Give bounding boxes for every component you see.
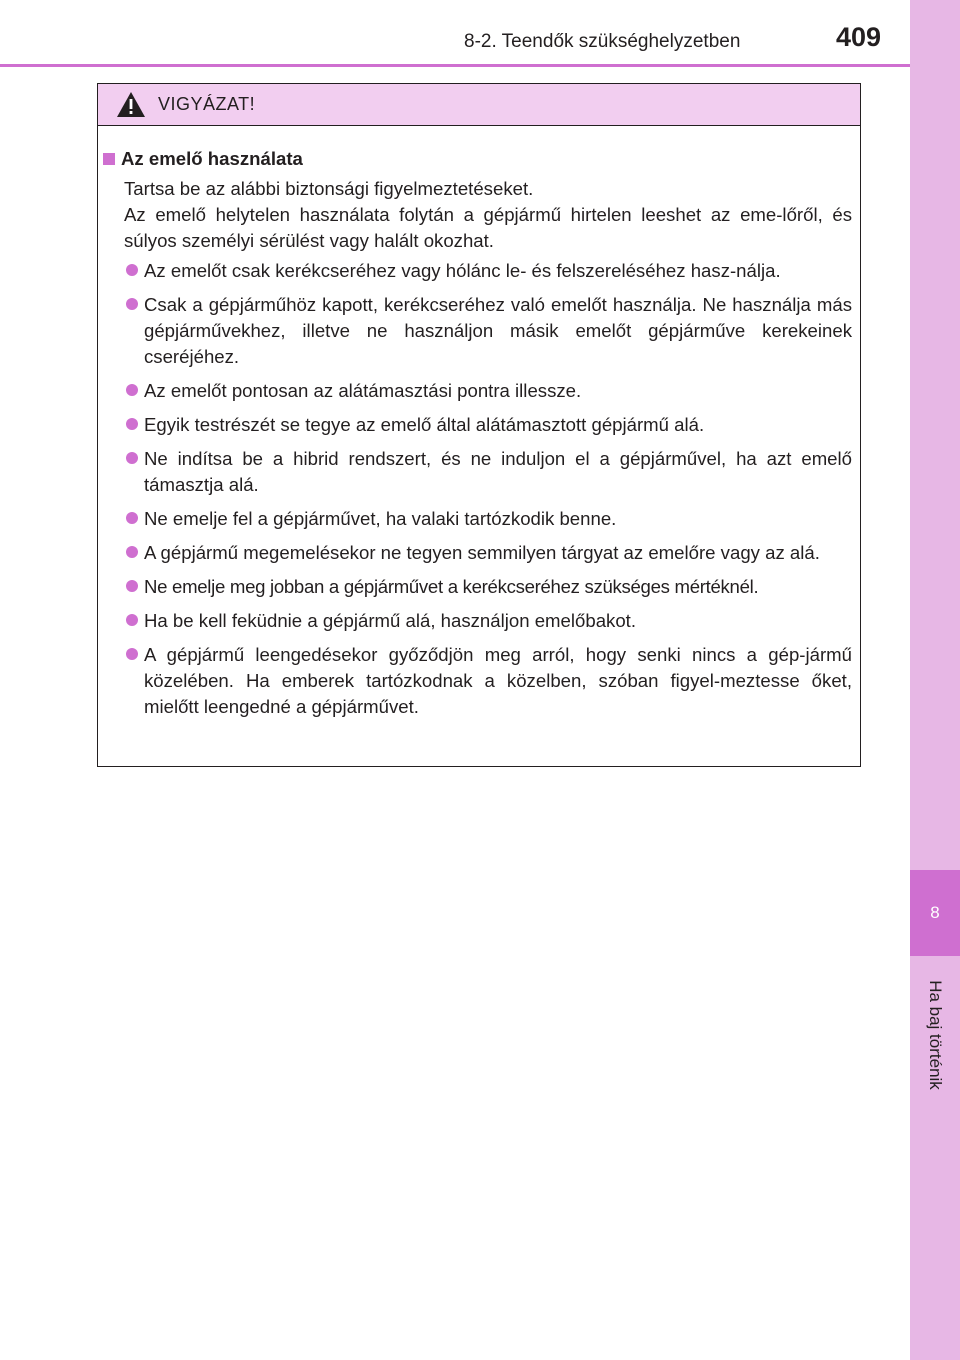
bullet-dot-icon <box>126 418 138 430</box>
page-header <box>0 0 910 68</box>
chapter-title-text: Ha baj történik <box>926 980 945 1090</box>
list-item-text: Ne emelje meg jobban a gépjárművet a kerékcseréhez szükséges mértéknél. <box>144 576 759 597</box>
list-item-text: Csak a gépjárműhöz kapott, kerékcseréhez való emelőt használja. Ne használja más gépjárművekhez, illetve ne használjon másik emelőt gépjárműve kerekeinek cseréjéhez. <box>144 294 852 367</box>
intro-line: Tartsa be az alábbi biztonsági figyelmeztetéseket. <box>124 178 534 199</box>
list-item <box>102 540 852 566</box>
bullet-dot-icon <box>126 452 138 464</box>
chapter-side-tab <box>910 0 960 1360</box>
page-number: 409 <box>836 22 882 52</box>
list-item <box>102 412 852 438</box>
bullet-dot-icon <box>126 648 138 660</box>
section-title: 8-2. Teendők szükséghelyzetben <box>464 31 741 52</box>
chapter-number: 8 <box>910 870 960 956</box>
list-item <box>102 642 852 720</box>
header-rule <box>0 64 910 67</box>
bullet-dot-icon <box>126 512 138 524</box>
list-item <box>102 608 852 634</box>
section-heading-text: Az emelő használata <box>121 148 303 169</box>
intro-text <box>102 176 852 254</box>
warning-list <box>102 258 852 720</box>
bullet-dot-icon <box>126 298 138 310</box>
intro-line: Az emelő helytelen használata folytán a gépjármű hirtelen leeshet az eme-lőről, és súlyos személyi sérülést vagy halált okozhat. <box>124 204 852 251</box>
bullet-dot-icon <box>126 580 138 592</box>
bullet-dot-icon <box>126 546 138 558</box>
section-heading <box>102 146 852 172</box>
list-item-text: A gépjármű leengedésekor győződjön meg arról, hogy senki nincs a gép-jármű közelében. Ha emberek tartózkodnak a közelben, szóban figyel-meztesse őket, mielőtt leengedné a gépjárművet. <box>144 644 852 717</box>
list-item-text: Ne emelje fel a gépjárművet, ha valaki tartózkodik benne. <box>144 508 617 529</box>
list-item-text: Ne indítsa be a hibrid rendszert, és ne induljon el a gépjárművel, ha azt emelő támasztja alá. <box>144 448 852 495</box>
list-item-text: Az emelőt csak kerékcseréhez vagy hólánc le- és felszereléséhez hasz-nálja. <box>144 260 781 281</box>
bullet-dot-icon <box>126 614 138 626</box>
list-item-text: Ha be kell feküdnie a gépjármű alá, használjon emelőbakot. <box>144 610 637 631</box>
bullet-dot-icon <box>126 264 138 276</box>
bullet-dot-icon <box>126 384 138 396</box>
list-item <box>102 378 852 404</box>
list-item-text: Az emelőt pontosan az alátámasztási pontra illessze. <box>144 380 582 401</box>
list-item-text: A gépjármű megemelésekor ne tegyen semmilyen tárgyat az emelőre vagy az alá. <box>144 542 820 563</box>
warning-triangle-icon <box>116 91 146 118</box>
warning-header <box>98 84 860 126</box>
warning-body <box>98 126 860 720</box>
list-item <box>102 574 852 600</box>
warning-box <box>97 83 861 767</box>
chapter-title <box>910 960 960 1110</box>
list-item <box>102 506 852 532</box>
list-item <box>102 292 852 370</box>
list-item <box>102 258 852 284</box>
list-item-text: Egyik testrészét se tegye az emelő által alátámasztott gépjármű alá. <box>144 414 705 435</box>
square-bullet-icon <box>103 153 115 165</box>
warning-title: VIGYÁZAT! <box>158 94 256 114</box>
list-item <box>102 446 852 498</box>
